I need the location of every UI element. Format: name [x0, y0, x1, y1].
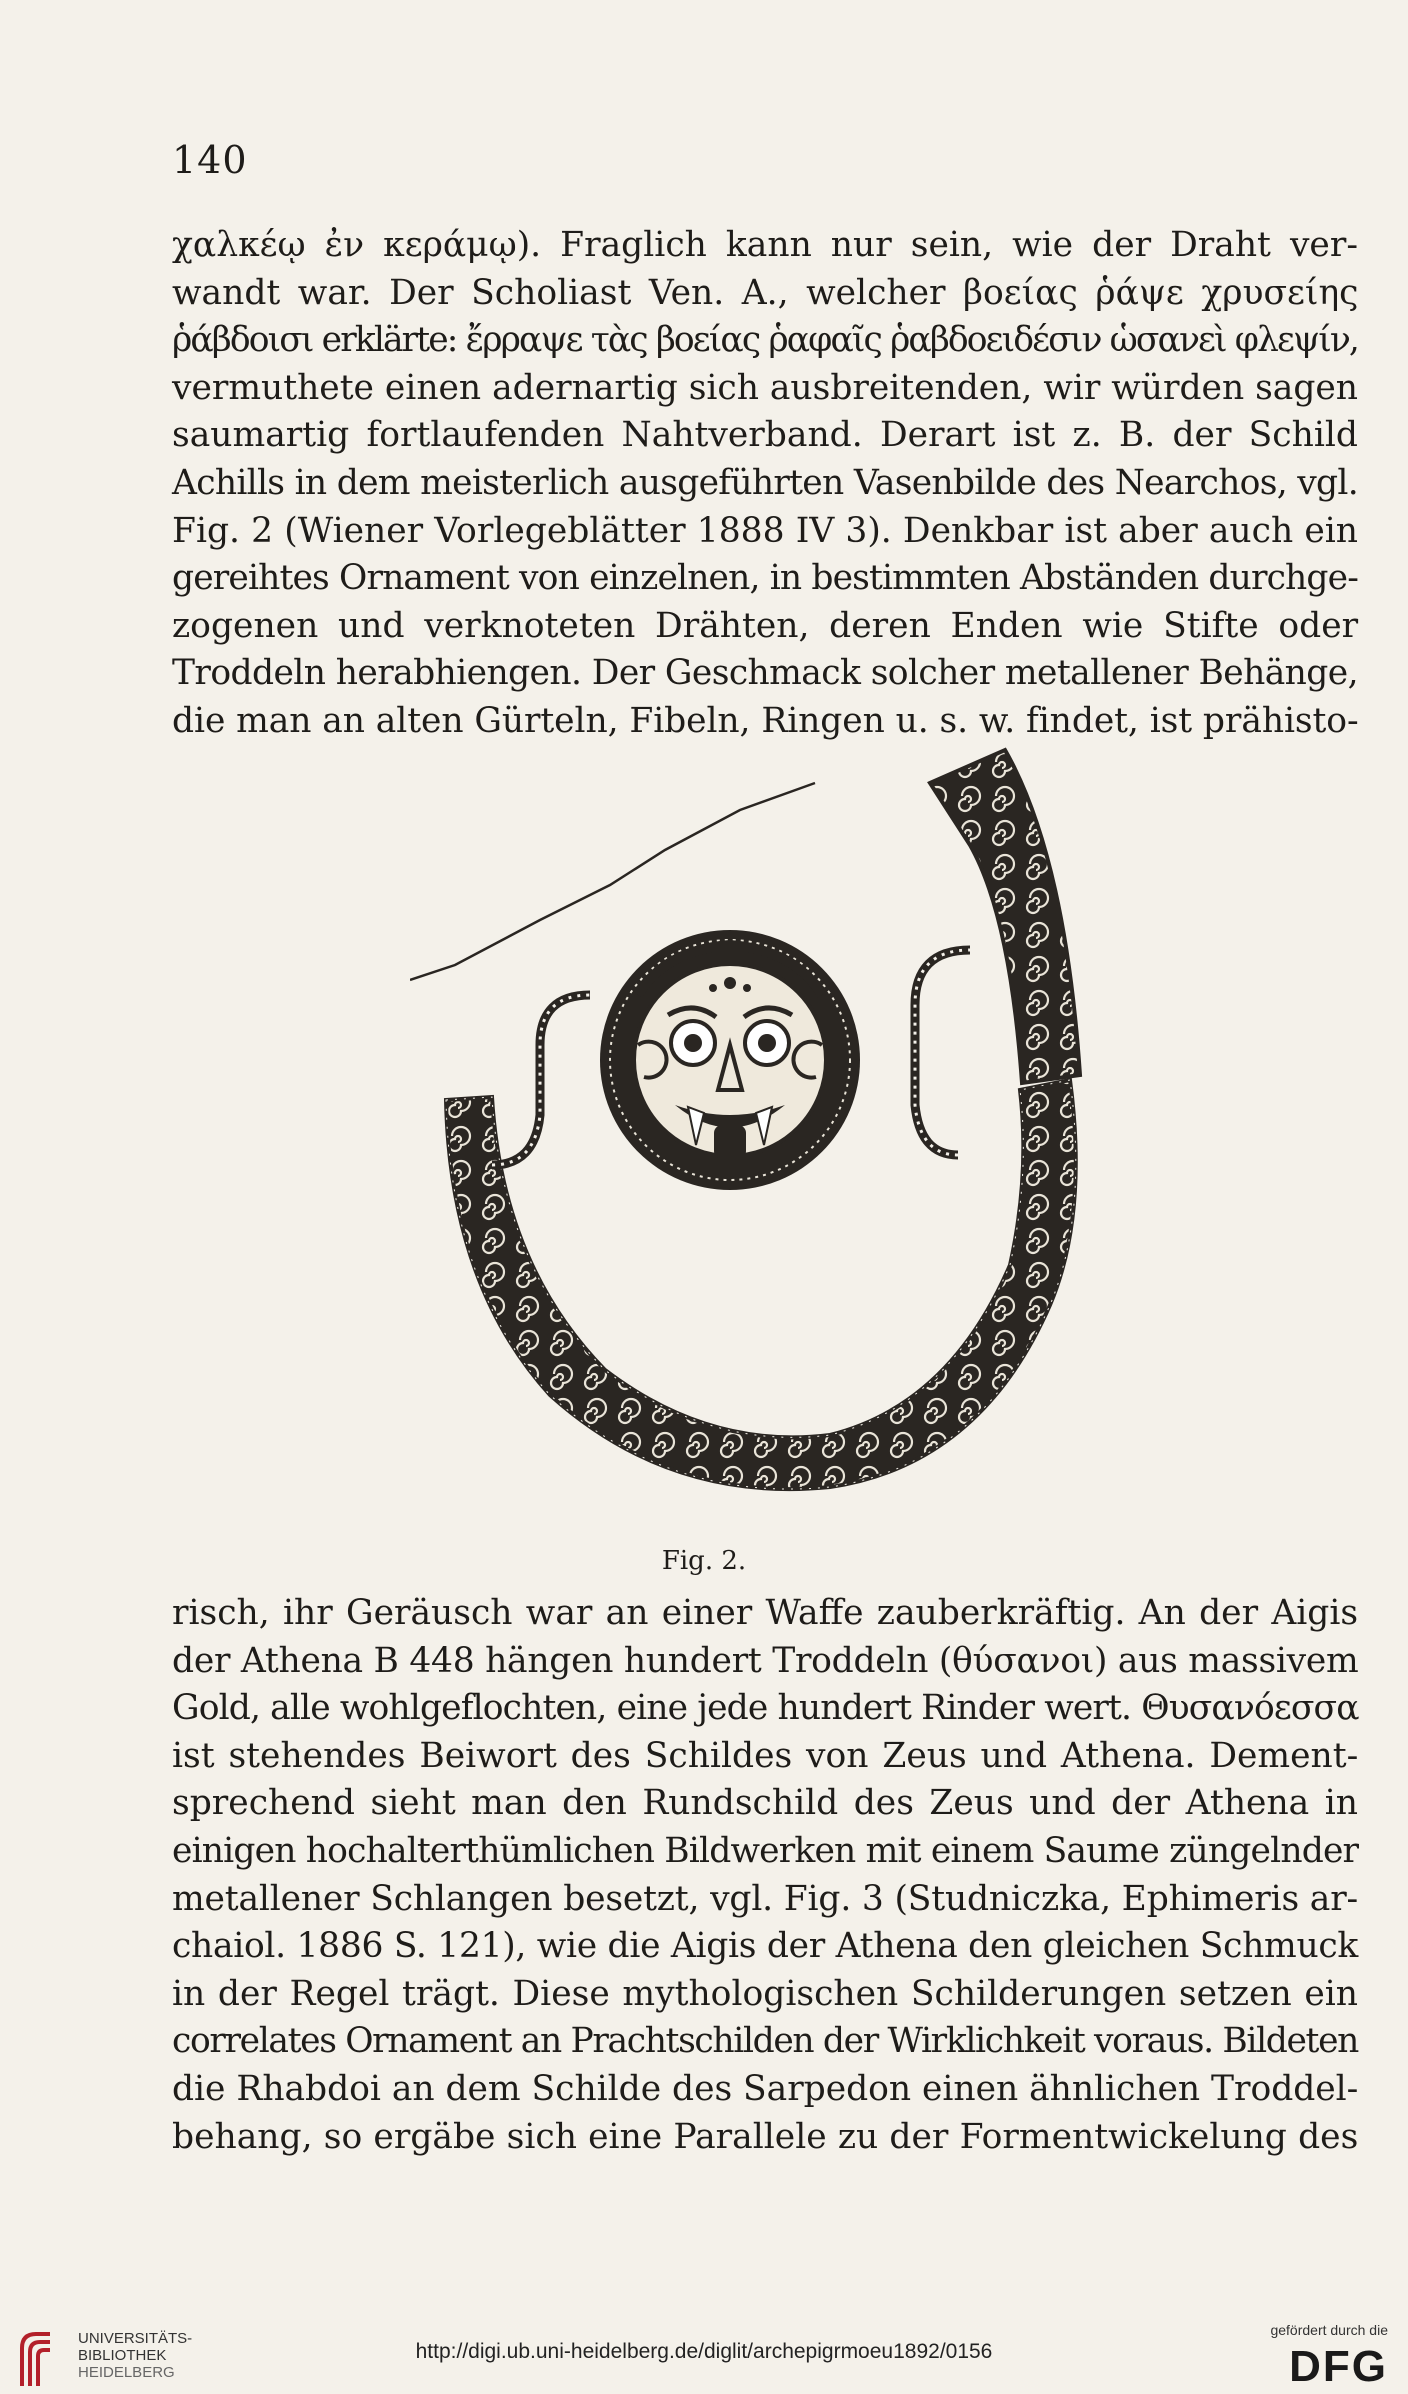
text-line: Gold, alle wohlgeflochten, eine jede hundert Rinder wert. Θυσανόεσσα	[172, 1688, 1359, 1729]
text-line: die Rhabdoi an dem Schilde des Sarpedon einen ähnlichen Troddel-	[172, 2068, 1359, 2109]
shield-illustration	[410, 745, 1110, 1550]
figure-caption: Fig. 2.	[661, 1546, 747, 1576]
text-line: ῥάβδοισι erklärte: ἔρραψε τὰς βοείας ῥαφαῖς ῥαβδοειδέσιν ὡσανεὶ φλεψίν,	[172, 320, 1358, 361]
text-line: Achills in dem meisterlich ausgeführten Vasenbilde des Nearchos, vgl.	[172, 462, 1358, 503]
library-name-line: BIBLIOTHEK	[78, 2347, 167, 2364]
text-line: risch, ihr Geräusch war an einer Waffe zauberkräftig. An der Aigis	[172, 1593, 1359, 1633]
text-line: chaiol. 1886 S. 121), wie die Aigis der Athena den gleichen Schmuck	[172, 1926, 1358, 1967]
text-line: der Athena B 448 hängen hundert Troddeln (θύσανοι) aus massivem	[172, 1640, 1359, 1681]
text-line: einigen hochalterthümlichen Bildwerken mit einem Saume züngelnder	[172, 1830, 1359, 1871]
gorgon-medallion	[600, 930, 860, 1190]
library-name-line: HEIDELBERG	[78, 2364, 175, 2381]
text-line: in der Regel trägt. Diese mythologischen Schilderungen setzen ein	[172, 1973, 1358, 2014]
footer	[0, 2318, 1408, 2394]
text-line: vermuthete einen adernartig sich ausbreitenden, wir würden sagen	[172, 367, 1359, 408]
text-line: χαλκέῳ ἐν κεράμῳ). Fraglich kann nur sein, wie der Draht ver-	[172, 225, 1358, 265]
paragraph-2	[172, 1590, 1358, 2161]
text-line: correlates Ornament an Prachtschilden der Wirklichkeit voraus. Bildeten	[172, 2021, 1358, 2062]
text-line: ist stehendes Beiwort des Schildes von Zeus und Athena. Dement-	[172, 1735, 1359, 1776]
funding-text: gefördert durch die	[1270, 2322, 1388, 2338]
shield-figure	[410, 745, 1110, 1550]
page-number: 140	[172, 138, 248, 182]
library-name-line: UNIVERSITÄTS-	[78, 2330, 193, 2347]
text-line: behang, so ergäbe sich eine Parallele zu der Formentwickelung des	[172, 2116, 1359, 2157]
dfg-logo: DFG	[1289, 2342, 1388, 2391]
text-line: gereihtes Ornament von einzelnen, in bestimmten Abständen durchge-	[172, 558, 1358, 599]
text-line: zogenen und verknoteten Drähten, deren Enden wie Stifte oder	[172, 605, 1359, 646]
text-line: wandt war. Der Scholiast Ven. A., welcher βοείας ῥάψε χρυσείης	[172, 272, 1359, 313]
paragraph-1	[172, 222, 1358, 746]
text-line: Fig. 2 (Wiener Vorlegeblätter 1888 IV 3). Denkbar ist aber auch ein	[172, 510, 1359, 551]
text-line: sprechend sieht man den Rundschild des Zeus und der Athena in	[172, 1783, 1358, 1824]
source-url-link[interactable]: http://digi.ub.uni-heidelberg.de/diglit/archepigrmoeu1892/0156	[415, 2340, 993, 2363]
text-line: saumartig fortlaufenden Nahtverband. Derart ist z. B. der Schild	[172, 415, 1358, 456]
text-line: metallener Schlangen besetzt, vgl. Fig. 3 (Studniczka, Ephimeris ar-	[172, 1878, 1358, 1919]
text-line: Troddeln herabhiengen. Der Geschmack solcher metallener Behänge,	[172, 653, 1358, 694]
text-line: die man an alten Gürteln, Fibeln, Ringen u. s. w. findet, ist prähisto-	[172, 700, 1359, 741]
